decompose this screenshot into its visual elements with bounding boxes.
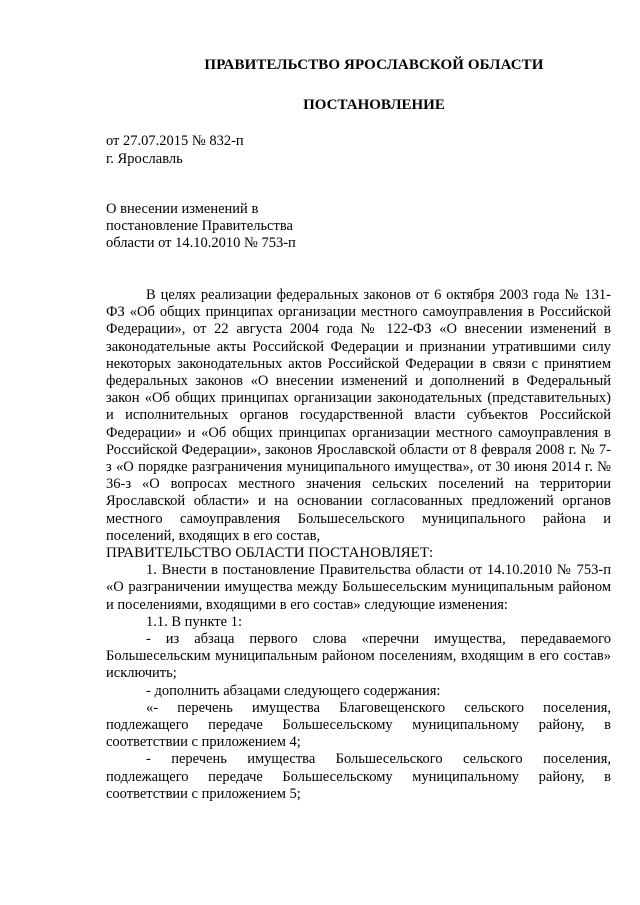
decree-statement: ПРАВИТЕЛЬСТВО ОБЛАСТИ ПОСТАНОВЛЯЕТ: — [106, 545, 434, 562]
item-1-1-c-paragraph: «- перечень имущества Благовещенского сельского поселения, подлежащего передаче Большесельскому муниципальному району, в соответствии с приложением 4; — [106, 699, 611, 751]
subject-line: О внесении изменений в — [106, 201, 259, 217]
document-subject — [106, 201, 296, 252]
document-meta — [106, 132, 244, 168]
preamble-paragraph: В целях реализации федеральных законов от 6 октября 2003 года № 131-ФЗ «Об общих принципах организации местного самоуправления в Российской Федерации», от 22 августа 2004 года № 122-ФЗ «О внесении изменений в законодательные акты Российской Федерации и признании утратившими силу некоторых законодательных актов Российской Федерации в связи с принятием федеральных законов «О внесении изменений и дополнений в Федеральный закон «Об общих принципах организации законодательных (представительных) и исполнительных органов государственной власти субъектов Российской Федерации» и «Об общих принципах организации местного самоуправления в Российской Федерации», законов Ярославской области от 8 февраля 2008 г. № 7-з «О порядке разграничения муниципального имущества», от 30 июня 2014 г. № 36-з «О вопросах местного значения сельских поселений на территории Ярославской области» и на основании согласованных предложений органов местного самоуправления Большесельского муниципального района и поселений, входящих в его состав, — [106, 287, 611, 544]
item-1-1-a-paragraph: - из абзаца первого слова «перечни имущества, передаваемого Большесельским муниципальным районом поселениям, входящим в его состав» исключить; — [106, 631, 611, 682]
item-1-1-d-paragraph: - перечень имущества Большесельского сельского поселения, подлежащего передаче Большесельскому муниципальному району, в соответствии с приложением 5; — [106, 751, 611, 802]
subject-line: области от 14.10.2010 № 753-п — [106, 235, 296, 251]
city: г. Ярославль — [106, 151, 183, 167]
date-and-number: от 27.07.2015 № 832-п — [106, 133, 244, 149]
item-1-1-paragraph: 1.1. В пункте 1: — [146, 613, 242, 630]
issuing-authority: ПРАВИТЕЛЬСТВО ЯРОСЛАВСКОЙ ОБЛАСТИ — [204, 57, 544, 73]
item-1-paragraph: 1. Внести в постановление Правительства области от 14.10.2010 № 753-п «О разграничении имущества между Большесельским муниципальным районом и поселениями, входящими в его состав» следующие изменения: — [106, 562, 611, 613]
document-body — [106, 287, 611, 803]
item-1-1-b-paragraph: - дополнить абзацами следующего содержания: — [146, 682, 441, 699]
subject-line: постановление Правительства — [106, 218, 293, 234]
document-type-title: ПОСТАНОВЛЕНИЕ — [303, 97, 445, 113]
